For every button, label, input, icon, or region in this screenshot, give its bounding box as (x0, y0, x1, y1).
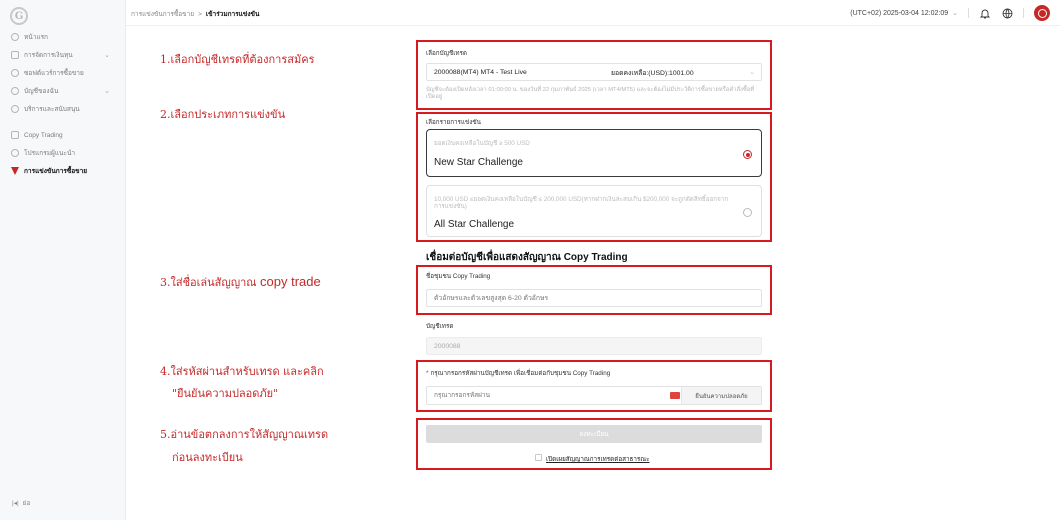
required-mark: * (426, 370, 429, 377)
logo-icon: G (10, 7, 28, 25)
option-caption: ยอดเงินคงเหลือในบัญชี ≥ 500 USD (434, 140, 530, 147)
nickname-input[interactable] (426, 289, 762, 307)
annotation-step-4-line-1: 4.ใส่รหัสผ่านสำหรับเทรด และคลิก (160, 365, 324, 378)
support-icon (11, 105, 19, 113)
breadcrumb-current: เข้าร่วมการแข่งขัน (205, 11, 260, 18)
chevron-down-icon: ⌄ (104, 88, 110, 95)
account-note: บัญชีจะต้องเปิดหลังเวลา 01:00:00 น. ของวันที่ 22 กุมภาพันธ์ 2025 (เวลา MT4/MT5) และจะต้องไม่มีประวัติการซื้อขายหรือคำสั่งซื้อที่เปิดอยู่ (426, 87, 755, 100)
sidebar-item-trading-competition[interactable] (0, 162, 126, 180)
software-icon (11, 69, 19, 77)
sidebar-item-label: ซอฟต์แวร์การซื้อขาย (24, 70, 84, 77)
header-divider (1023, 8, 1024, 18)
sidebar-item-label: การจัดการเงินทุน (24, 52, 73, 59)
annotation-step-5-line-1: 5.อ่านข้อตกลงการให้สัญญาณเทรด (160, 428, 329, 441)
sidebar-item-funds[interactable] (0, 46, 126, 64)
sidebar-item-my-account[interactable] (0, 82, 126, 100)
trade-account-value: 2000088 (434, 342, 461, 350)
header-divider (968, 8, 969, 18)
chevron-down-icon: ⌄ (104, 52, 110, 59)
sidebar-item-label: การแข่งขันการซื้อขาย (24, 168, 88, 175)
sidebar-item-label: หน้าแรก (24, 34, 48, 41)
sidebar (0, 0, 126, 520)
register-button[interactable]: ลงทะเบียน (426, 425, 762, 443)
user-avatar[interactable] (1034, 5, 1050, 21)
timezone-selector[interactable] (850, 9, 958, 17)
sidebar-item-label: บริการและสนับสนุน (24, 106, 80, 113)
annotation-step-3-suffix: copy trade (260, 274, 321, 289)
collapse-sidebar-button[interactable] (12, 498, 30, 508)
sidebar-item-label: Copy Trading (24, 131, 63, 139)
copy-trading-section-title: เชื่อมต่อบัญชีเพื่อแสดงสัญญาณ Copy Trading (426, 252, 628, 263)
password-group (426, 386, 762, 405)
account-label: เลือกบัญชีเทรด (426, 50, 468, 57)
sidebar-item-label: บัญชีของฉัน (24, 88, 59, 95)
user-icon (11, 87, 19, 95)
breadcrumb-parent[interactable]: การแข่งขันการซื้อขาย (131, 11, 195, 18)
datetime-text: (UTC+02) 2025-03-04 12:02:09 (850, 9, 949, 17)
annotation-step-1: 1.เลือกบัญชีเทรดที่ต้องการสมัคร (160, 53, 315, 66)
sidebar-item-copy-trading[interactable] (0, 126, 126, 144)
bell-icon[interactable] (979, 7, 991, 19)
confirm-security-button[interactable]: ยืนยันความปลอดภัย (681, 387, 761, 404)
radio-selected[interactable] (743, 150, 752, 159)
agreement-checkbox[interactable] (535, 454, 542, 461)
password-label-text: กรุณากรอกรหัสผ่านบัญชีเทรด เพื่อเชื่อมต่อกับชุมชน Copy Trading (430, 370, 611, 377)
top-header (126, 0, 1060, 26)
competition-label: เลือกรายการแข่งขัน (426, 119, 481, 126)
home-icon (11, 33, 19, 41)
collapse-icon: |◂| (12, 500, 19, 507)
nav-divider (0, 118, 126, 126)
wallet-icon (11, 51, 19, 59)
option-caption: 10,000 USD ≤ยอดเงินคงเหลือในบัญชี ≤ 200,000 USD(หากฝากเงินสะสมเกิน $200,000 จะถูกตัดสิทธิ์ออกจากการแข่งขัน) (434, 196, 729, 210)
sidebar-item-referral[interactable] (0, 144, 126, 162)
referral-icon (11, 149, 19, 157)
option-all-star-challenge[interactable] (426, 185, 762, 237)
radio-unselected[interactable] (743, 208, 752, 217)
option-title: New Star Challenge (434, 157, 523, 168)
globe-icon[interactable] (1001, 7, 1013, 19)
trade-account-field (426, 337, 762, 355)
account-balance: ยอดคงเหลือ:(USD):1001.00 (611, 69, 694, 77)
annotation-step-5-line-2: ก่อนลงทะเบียน (172, 451, 243, 464)
password-input[interactable] (434, 388, 674, 404)
option-new-star-challenge[interactable] (426, 129, 762, 177)
sidebar-item-label: โปรแกรมผู้แนะนำ (24, 150, 76, 157)
nickname-label: ชื่อชุมชน Copy Trading (426, 273, 491, 280)
annotation-step-2: 2.เลือกประเภทการแข่งขัน (160, 108, 286, 121)
sidebar-item-software[interactable] (0, 64, 126, 82)
account-select-value: 2000088(MT4) MT4 - Test Live (434, 68, 527, 76)
toggle-password-visibility-icon[interactable] (670, 392, 680, 399)
agreement-link[interactable]: เปิดเผยสัญญาณการเทรดต่อสาธารณะ (546, 456, 650, 463)
copy-icon (11, 131, 19, 139)
breadcrumb (131, 9, 259, 19)
collapse-label: ย่อ (22, 500, 31, 507)
annotation-step-3-prefix: 3.ใส่ชื่อเล่นสัญญาณ (160, 276, 257, 289)
chevron-down-icon: ⌄ (749, 69, 755, 76)
brand-logo[interactable] (10, 6, 50, 26)
option-title: All Star Challenge (434, 219, 515, 230)
trade-account-label: บัญชีเทรด (426, 323, 454, 330)
chevron-down-icon: ⌄ (952, 10, 958, 17)
sidebar-item-home[interactable] (0, 28, 126, 46)
password-label (426, 368, 610, 378)
breadcrumb-separator: > (198, 10, 202, 18)
header-actions (850, 4, 1050, 22)
trophy-icon (11, 167, 19, 175)
annotation-step-4-line-2: "ยืนยันความปลอดภัย" (172, 387, 279, 400)
annotation-step-3 (160, 275, 321, 290)
sidebar-nav (0, 28, 126, 180)
account-select[interactable] (426, 63, 762, 81)
sidebar-item-support[interactable] (0, 100, 126, 118)
